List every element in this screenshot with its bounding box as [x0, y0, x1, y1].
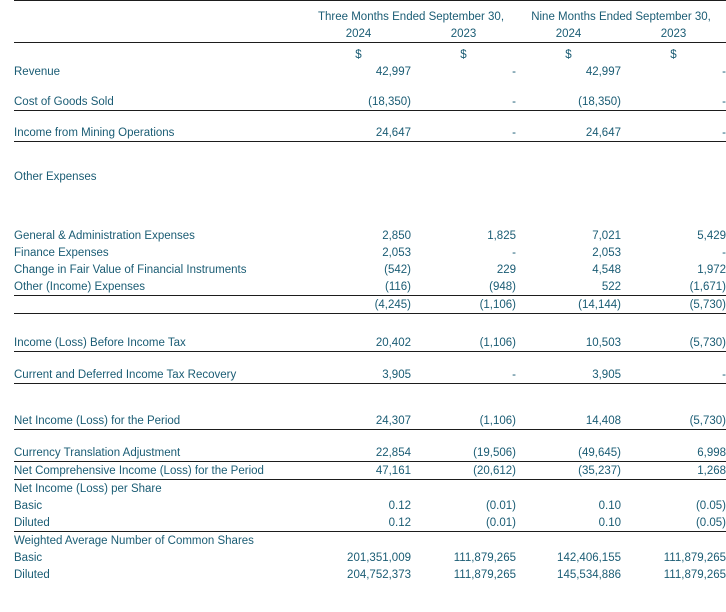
- row-label-net-income-per-share: Net Income (Loss) per Share: [14, 483, 162, 495]
- value-pretax-q3-2023: (1,106): [411, 334, 516, 352]
- value-cta-q3-2024: 22,854: [306, 444, 411, 462]
- table-row-cost-of-goods-sold: [14, 93, 726, 111]
- table-row-eps-basic: [14, 497, 726, 514]
- currency-blank-cell: [14, 43, 306, 64]
- value-cfv-q3-2024: (542): [384, 264, 411, 276]
- header-year-q3-2024: 2024: [306, 25, 411, 43]
- value-eps-basic-ytd-2023: (0.05): [695, 500, 726, 512]
- value-other-expenses-heading-q3-2023: [411, 168, 516, 185]
- table-row-income-loss-before-income-tax: [14, 334, 726, 352]
- value-cfv-q3-2023: 229: [496, 264, 516, 276]
- value-cta-ytd-2023: 6,998: [621, 444, 726, 462]
- table-header-group-row: [14, 1, 726, 26]
- value-nci-ytd-2024: (35,237): [516, 462, 621, 480]
- value-wasc-basic-ytd-2024: 142,406,155: [557, 552, 621, 564]
- value-ga-ytd-2023: 5,429: [697, 230, 726, 242]
- value-cogs-q3-2023: -: [411, 93, 516, 111]
- value-total-other-ytd-2023: (5,730): [621, 296, 726, 314]
- row-label-net-comprehensive-income: Net Comprehensive Income (Loss) for the Period: [14, 462, 306, 480]
- row-label-weighted-average-shares: Weighted Average Number of Common Shares: [14, 535, 254, 547]
- value-revenue-ytd-2024: 42,997: [585, 66, 621, 78]
- row-label-wasc-basic: Basic: [14, 552, 43, 564]
- value-cogs-q3-2024: (18,350): [306, 93, 411, 111]
- row-label-net-income-loss-for-the-period: Net Income (Loss) for the Period: [14, 412, 306, 430]
- table-row-change-in-fair-value-of-financial-instruments: [14, 261, 726, 278]
- table-row-eps-diluted: [14, 514, 726, 532]
- value-tax-recovery-ytd-2023: -: [621, 366, 726, 384]
- row-label-change-in-fair-value: Change in Fair Value of Financial Instruments: [14, 264, 247, 276]
- value-tax-recovery-q3-2024: 3,905: [306, 366, 411, 384]
- value-wasc-diluted-ytd-2024: 145,534,886: [557, 569, 621, 581]
- header-year-blank-cell: [14, 25, 306, 43]
- value-cfv-ytd-2024: 4,548: [592, 264, 621, 276]
- value-eps-heading-q3-2023: [411, 480, 516, 498]
- value-pretax-ytd-2023: (5,730): [621, 334, 726, 352]
- value-net-income-q3-2023: (1,106): [411, 412, 516, 430]
- spacer-row-after-cogs: [14, 111, 726, 125]
- table-header-year-row: [14, 25, 726, 43]
- value-total-other-ytd-2024: (14,144): [516, 296, 621, 314]
- value-wasc-diluted-q3-2023: 111,879,265: [453, 569, 516, 581]
- value-revenue-q3-2024: 42,997: [375, 66, 411, 78]
- value-eps-basic-q3-2023: (0.01): [485, 500, 516, 512]
- value-eps-diluted-q3-2023: (0.01): [411, 514, 516, 532]
- value-other-inc-ytd-2024: 522: [516, 278, 621, 296]
- value-nci-q3-2024: 47,161: [306, 462, 411, 480]
- table-row-weighted-average-shares-heading: [14, 532, 726, 550]
- value-total-other-q3-2023: (1,106): [411, 296, 516, 314]
- table-row-income-from-mining-operations: [14, 124, 726, 142]
- header-year-ytd-2024: 2024: [516, 25, 621, 43]
- table-row-wasc-diluted: [14, 566, 726, 583]
- table-row-currency-translation-adjustment: [14, 444, 726, 462]
- value-cta-ytd-2024: (49,645): [516, 444, 621, 462]
- value-wasc-basic-q3-2024: 201,351,009: [347, 552, 411, 564]
- table-row-other-expenses-heading: [14, 168, 726, 185]
- value-cogs-ytd-2023: -: [621, 93, 726, 111]
- row-label-cost-of-goods-sold: Cost of Goods Sold: [14, 93, 306, 111]
- value-finance-ytd-2024: 2,053: [592, 247, 621, 259]
- value-eps-diluted-ytd-2023: (0.05): [621, 514, 726, 532]
- value-tax-recovery-ytd-2024: 3,905: [516, 366, 621, 384]
- spacer-row-before-other-expenses: [14, 142, 726, 169]
- income-statement-table: [14, 0, 726, 583]
- row-label-general-administration-expenses: General & Administration Expenses: [14, 230, 195, 242]
- row-label-total-other-expenses: [14, 296, 306, 314]
- spacer-row-after-other-expenses-heading: [14, 185, 726, 227]
- row-label-other-expenses: Other Expenses: [14, 171, 97, 183]
- row-label-income-loss-before-income-tax: Income (Loss) Before Income Tax: [14, 334, 306, 352]
- value-finance-q3-2024: 2,053: [382, 247, 411, 259]
- spacer-row-before-currency-translation: [14, 430, 726, 445]
- value-mining-income-ytd-2024: 24,647: [516, 124, 621, 142]
- value-eps-basic-q3-2024: 0.12: [388, 500, 411, 512]
- spacer-row-before-tax-recovery: [14, 352, 726, 367]
- header-year-ytd-2023: 2023: [621, 25, 726, 43]
- value-wasc-heading-q3-2024: [306, 532, 411, 550]
- table-row-general-administration-expenses: [14, 227, 726, 244]
- value-wasc-diluted-ytd-2023: 111,879,265: [663, 569, 726, 581]
- row-label-eps-basic: Basic: [14, 500, 43, 512]
- value-net-income-q3-2024: 24,307: [306, 412, 411, 430]
- row-label-wasc-diluted: Diluted: [14, 569, 50, 581]
- value-eps-heading-ytd-2023: [621, 480, 726, 498]
- table-row-wasc-basic: [14, 549, 726, 566]
- value-cta-q3-2023: (19,506): [411, 444, 516, 462]
- value-other-inc-q3-2024: (116): [306, 278, 411, 296]
- value-total-other-q3-2024: (4,245): [306, 296, 411, 314]
- value-other-expenses-heading-q3-2024: [306, 168, 411, 185]
- value-revenue-q3-2023: -: [512, 66, 516, 78]
- currency-symbol-q3-2023: $: [460, 49, 467, 61]
- value-pretax-ytd-2024: 10,503: [516, 334, 621, 352]
- value-wasc-basic-q3-2023: 111,879,265: [453, 552, 516, 564]
- row-label-other-income-expenses: Other (Income) Expenses: [14, 278, 306, 296]
- value-cfv-ytd-2023: 1,972: [697, 264, 726, 276]
- value-wasc-heading-ytd-2023: [621, 532, 726, 550]
- value-other-expenses-heading-ytd-2023: [621, 168, 726, 185]
- value-net-income-ytd-2024: 14,408: [516, 412, 621, 430]
- value-eps-heading-q3-2024: [306, 480, 411, 498]
- value-ga-q3-2023: 1,825: [487, 230, 516, 242]
- row-label-eps-diluted: Diluted: [14, 514, 306, 532]
- value-eps-diluted-ytd-2024: 0.10: [516, 514, 621, 532]
- value-tax-recovery-q3-2023: -: [411, 366, 516, 384]
- value-other-inc-q3-2023: (948): [411, 278, 516, 296]
- spacer-row-before-net-income: [14, 384, 726, 413]
- value-wasc-heading-ytd-2024: [516, 532, 621, 550]
- header-year-q3-2023: 2023: [411, 25, 516, 43]
- value-finance-ytd-2023: -: [722, 247, 726, 259]
- table-row-current-and-deferred-income-tax-recovery: [14, 366, 726, 384]
- value-revenue-ytd-2023: -: [722, 66, 726, 78]
- currency-symbol-ytd-2023: $: [670, 49, 677, 61]
- row-label-current-and-deferred-income-tax-recovery: Current and Deferred Income Tax Recovery: [14, 366, 306, 384]
- value-nci-q3-2023: (20,612): [411, 462, 516, 480]
- row-label-income-from-mining-operations: Income from Mining Operations: [14, 124, 306, 142]
- header-group-nine-months: Nine Months Ended September 30,: [516, 1, 726, 26]
- table-row-total-other-expenses: [14, 296, 726, 314]
- table-row-net-income-per-share-heading: [14, 480, 726, 498]
- row-label-revenue: Revenue: [14, 66, 61, 78]
- header-group-three-months: Three Months Ended September 30,: [306, 1, 516, 26]
- row-label-currency-translation-adjustment: Currency Translation Adjustment: [14, 444, 306, 462]
- value-ga-q3-2024: 2,850: [382, 230, 411, 242]
- value-pretax-q3-2024: 20,402: [306, 334, 411, 352]
- value-eps-basic-ytd-2024: 0.10: [598, 500, 621, 512]
- value-nci-ytd-2023: 1,268: [621, 462, 726, 480]
- value-mining-income-q3-2023: -: [411, 124, 516, 142]
- value-finance-q3-2023: -: [512, 247, 516, 259]
- table-row-other-income-expenses: [14, 278, 726, 296]
- value-cogs-ytd-2024: (18,350): [516, 93, 621, 111]
- value-wasc-heading-q3-2023: [411, 532, 516, 550]
- table-row-net-comprehensive-income-loss-for-the-period: [14, 462, 726, 480]
- value-wasc-diluted-q3-2024: 204,752,373: [347, 569, 411, 581]
- table-row-revenue: [14, 63, 726, 80]
- value-net-income-ytd-2023: (5,730): [621, 412, 726, 430]
- value-ga-ytd-2024: 7,021: [592, 230, 621, 242]
- currency-symbol-q3-2024: $: [355, 49, 362, 61]
- table-row-finance-expenses: [14, 244, 726, 261]
- table-row-net-income-loss-for-the-period: [14, 412, 726, 430]
- value-mining-income-ytd-2023: -: [621, 124, 726, 142]
- spacer-row-before-pretax-income: [14, 314, 726, 335]
- header-blank-cell: [14, 1, 306, 26]
- value-eps-diluted-q3-2024: 0.12: [306, 514, 411, 532]
- table-header-currency-row: [14, 43, 726, 64]
- row-label-finance-expenses: Finance Expenses: [14, 247, 109, 259]
- value-other-expenses-heading-ytd-2024: [516, 168, 621, 185]
- value-wasc-basic-ytd-2023: 111,879,265: [663, 552, 726, 564]
- value-mining-income-q3-2024: 24,647: [306, 124, 411, 142]
- currency-symbol-ytd-2024: $: [565, 49, 572, 61]
- value-other-inc-ytd-2023: (1,671): [621, 278, 726, 296]
- value-eps-heading-ytd-2024: [516, 480, 621, 498]
- spacer-row-after-revenue: [14, 80, 726, 93]
